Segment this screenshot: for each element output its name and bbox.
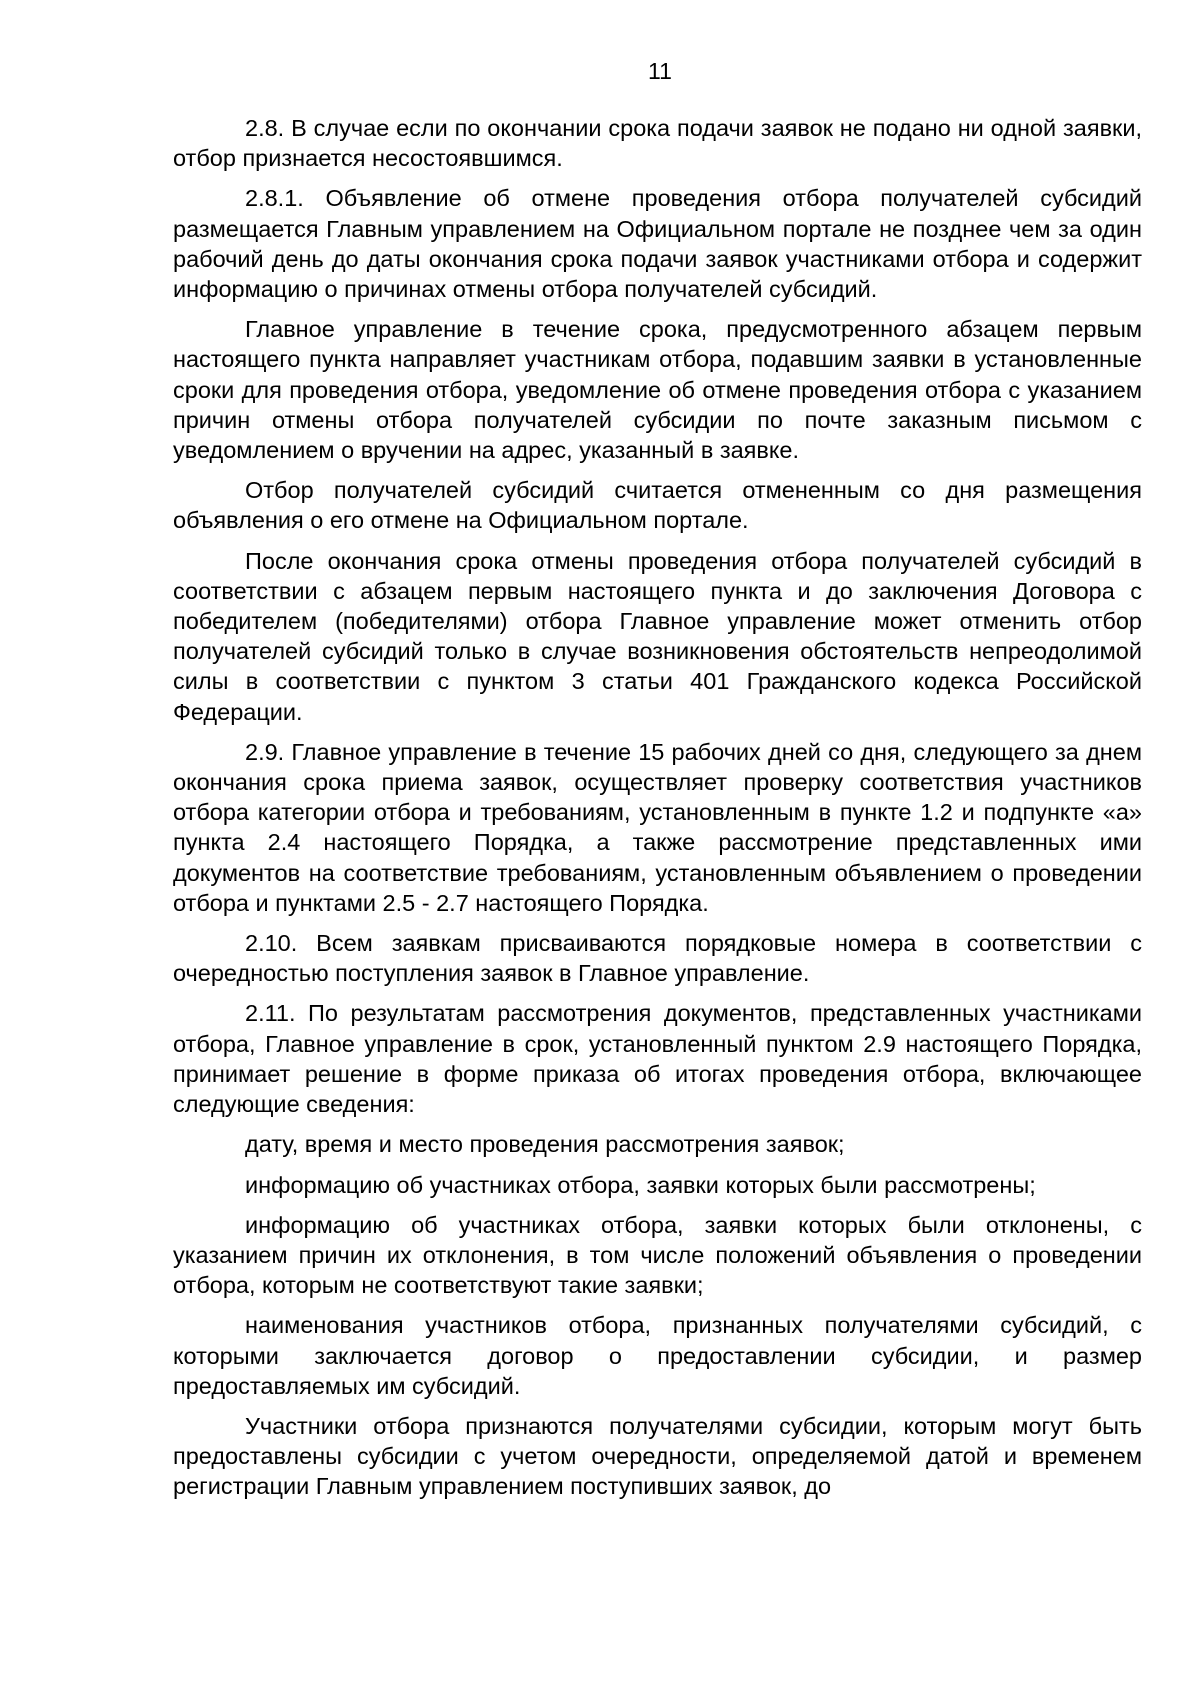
paragraph-review-date: дату, время и место проведения рассмотрения заявок; bbox=[245, 1131, 845, 1158]
page-number: 11 bbox=[648, 58, 672, 84]
paragraph-2-9: 2.9. Главное управление в течение 15 рабочих дней со дня, следующего за днем окончания срока приема заявок, осуществляет проверку соответствия участников отбора категории отбора и требованиям, установленным в пункте 1.2 и подпункте «а» пункта 2.4 настоящего Порядка, а также рассмотрение представленных ими документов на соответствие требованиям, установленным объявлением о проведении отбора и пунктами 2.5 - 2.7 настоящего Порядка. bbox=[173, 738, 1142, 916]
paragraph-notification: Главное управление в течение срока, предусмотренного абзацем первым настоящего пункта направляет участникам отбора, подавшим заявки в установленные сроки для проведения отбора, уведомление об отмене проведения отбора с указанием причин отмены отбора получателей субсидии по почте заказным письмом с уведомлением о вручении на адрес, указанный в заявке. bbox=[173, 316, 1142, 464]
document-body bbox=[173, 113, 1142, 1502]
paragraph-2-11: 2.11. По результатам рассмотрения документов, представленных участниками отбора, Главное управление в срок, установленный пунктом 2.9 настоящего Порядка, принимает решение в форме приказа об итогах проведения отбора, включающее следующие сведения: bbox=[173, 1000, 1142, 1118]
paragraph-2-10: 2.10. Всем заявкам присваиваются порядковые номера в соответствии с очередностью поступления заявок в Главное управление. bbox=[173, 930, 1142, 987]
paragraph-reviewed-participants: информацию об участниках отбора, заявки которых были рассмотрены; bbox=[245, 1171, 1036, 1198]
paragraph-2-8: 2.8. В случае если по окончании срока подачи заявок не подано ни одной заявки, отбор признается несостоявшимся. bbox=[173, 115, 1142, 172]
paragraph-priority: Участники отбора признаются получателями субсидии, которым могут быть предоставлены субсидии с учетом очередности, определяемой датой и временем регистрации Главным управлением поступивших заявок, до bbox=[173, 1412, 1142, 1500]
paragraph-recipients: наименования участников отбора, признанных получателями субсидий, с которыми заключается договор о предоставлении субсидии, и размер предоставляемых им субсидий. bbox=[173, 1312, 1142, 1399]
paragraph-rejected-participants: информацию об участниках отбора, заявки которых были отклонены, с указанием причин их отклонения, в том числе положений объявления о проведении отбора, которым не соответствуют такие заявки; bbox=[173, 1211, 1142, 1299]
paragraph-2-8-1: 2.8.1. Объявление об отмене проведения отбора получателей субсидий размещается Главным управлением на Официальном портале не позднее чем за один рабочий день до даты окончания срока подачи заявок участниками отбора и содержит информацию о причинах отмены отбора получателей субсидий. bbox=[173, 185, 1142, 303]
paragraph-force-majeure: После окончания срока отмены проведения отбора получателей субсидий в соответствии с абзацем первым настоящего пункта и до заключения Договора с победителем (победителями) отбора Главное управление может отменить отбор получателей субсидий только в случае возникновения обстоятельств непреодолимой силы в соответствии с пунктом 3 статьи 401 Гражданского кодекса Российской Федерации. bbox=[173, 547, 1142, 725]
paragraph-cancellation-effective: Отбор получателей субсидий считается отмененным со дня размещения объявления о его отмене на Официальном портале. bbox=[173, 477, 1142, 534]
